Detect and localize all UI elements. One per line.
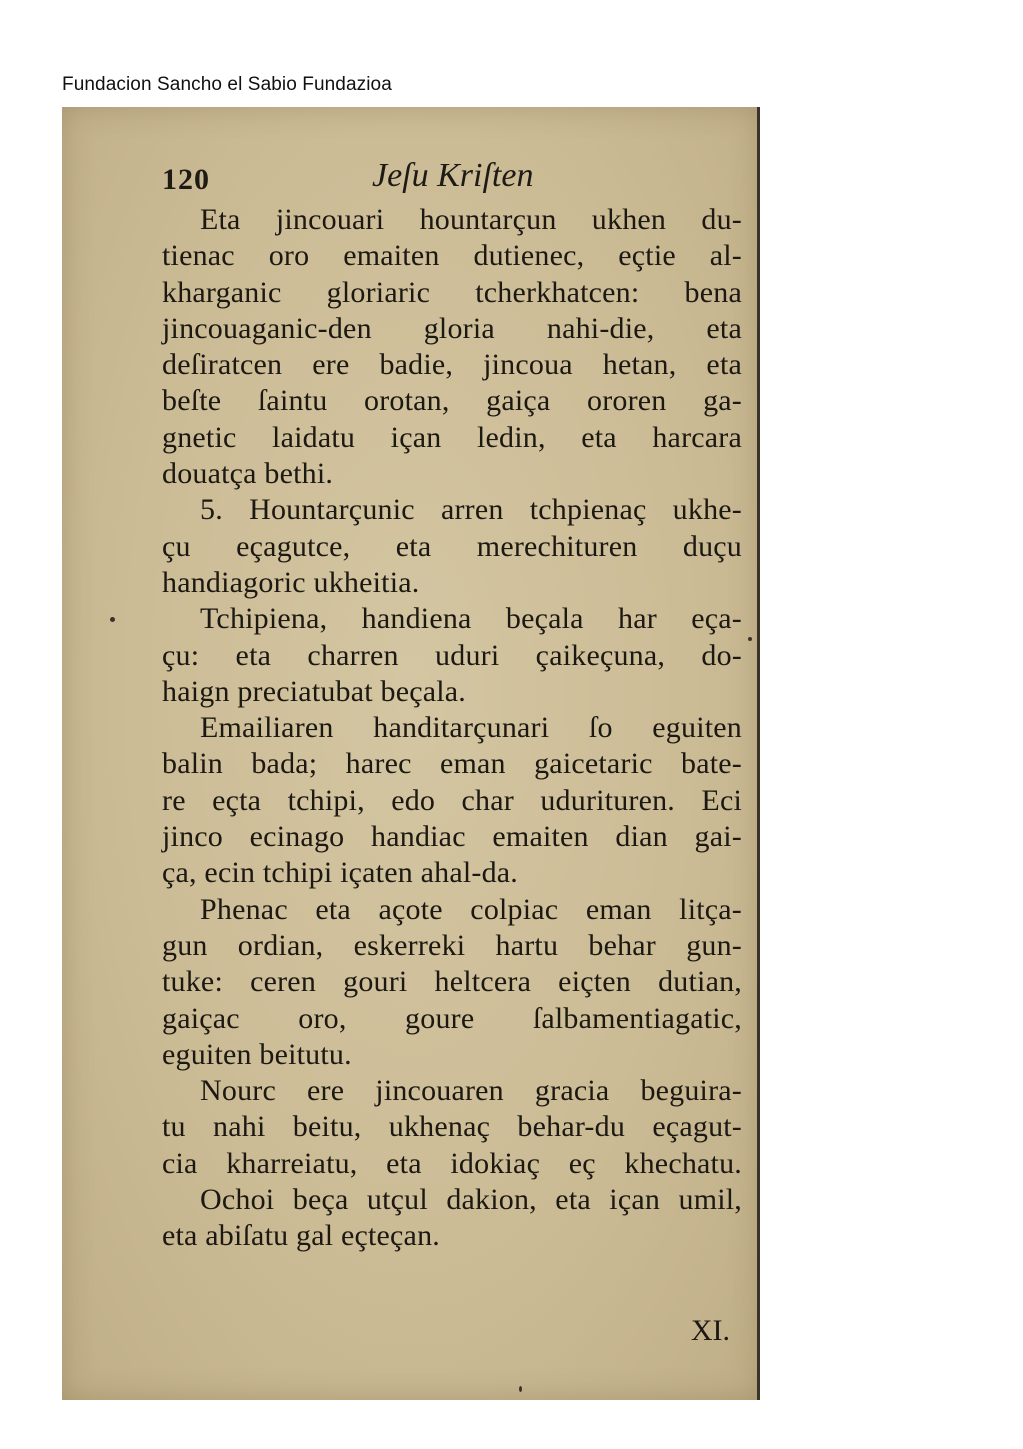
- text-line: beſte ſaintu orotan, gaiça ororen ga-: [162, 384, 742, 418]
- ink-speck: [110, 617, 115, 622]
- text-line: cia kharreiatu, eta idokiaç eç khechatu.: [162, 1146, 742, 1180]
- source-header: Fundacion Sancho el Sabio Fundazioa: [62, 74, 392, 95]
- page-number: 120: [162, 163, 210, 196]
- text-line: tienac oro emaiten dutienec, eçtie al-: [162, 239, 742, 273]
- text-line: çu: eta charren uduri çaikeçuna, do-: [162, 638, 742, 672]
- text-line: haign preciatubat beçala.: [162, 674, 467, 708]
- text-line: deſiratcen ere badie, jincoua hetan, eta: [162, 348, 742, 382]
- text-line: Ochoi beça utçul dakion, eta içan umil,: [200, 1183, 742, 1217]
- text-line: Eta jincouari hountarçun ukhen du-: [200, 203, 742, 236]
- scanned-page: [62, 107, 760, 1400]
- running-head: [162, 157, 722, 199]
- page-edge: [757, 107, 760, 1400]
- text-line: gnetic laidatu içan ledin, eta harcara: [162, 420, 742, 454]
- text-line: eta abiſatu gal eçteçan.: [162, 1219, 440, 1253]
- text-line: Tchipiena, handiena beçala har eça-: [200, 602, 742, 636]
- text-line: handiagoric ukheitia.: [162, 565, 420, 599]
- text-line: gun ordian, eskerreki hartu behar gun-: [162, 928, 742, 962]
- text-line: balin bada; harec eman gaicetaric bate-: [162, 747, 742, 781]
- text-line: jinco ecinago handiac emaiten dian gai-: [162, 820, 742, 854]
- catchword: XI.: [690, 1314, 730, 1347]
- text-line: jincouaganic-den gloria nahi-die, eta: [162, 311, 742, 345]
- text-line: çu eçagutce, eta merechituren duçu: [162, 529, 742, 563]
- ink-speck: [748, 637, 752, 641]
- text-line: tu nahi beitu, ukhenaç behar-du eçagut-: [162, 1110, 742, 1144]
- text-line: Phenac eta açote colpiac eman litça-: [200, 892, 742, 926]
- text-line: Emailiaren handitarçunari ſo eguiten: [200, 711, 742, 745]
- ink-speck: [519, 1386, 522, 1392]
- text-line: tuke: ceren gouri heltcera eiçten dutian,: [162, 965, 742, 999]
- text-line: Nourc ere jincouaren gracia beguira-: [200, 1074, 742, 1108]
- text-line: 5. Hountarçunic arren tchpienaç ukhe-: [200, 493, 742, 527]
- text-line: re eçta tchipi, edo char udurituren. Eci: [162, 783, 742, 817]
- text-line: eguiten beitutu.: [162, 1037, 352, 1071]
- text-line: douatça bethi.: [162, 457, 334, 491]
- page-title: Jeſu Kriſten: [372, 157, 534, 194]
- body-text: [162, 202, 742, 1255]
- text-line: kharganic gloriaric tcherkhatcen: bena: [162, 275, 742, 309]
- text-line: ça, ecin tchipi içaten ahal-da.: [162, 856, 519, 890]
- text-line: gaiçac oro, goure ſalbamentiagatic,: [162, 1001, 742, 1035]
